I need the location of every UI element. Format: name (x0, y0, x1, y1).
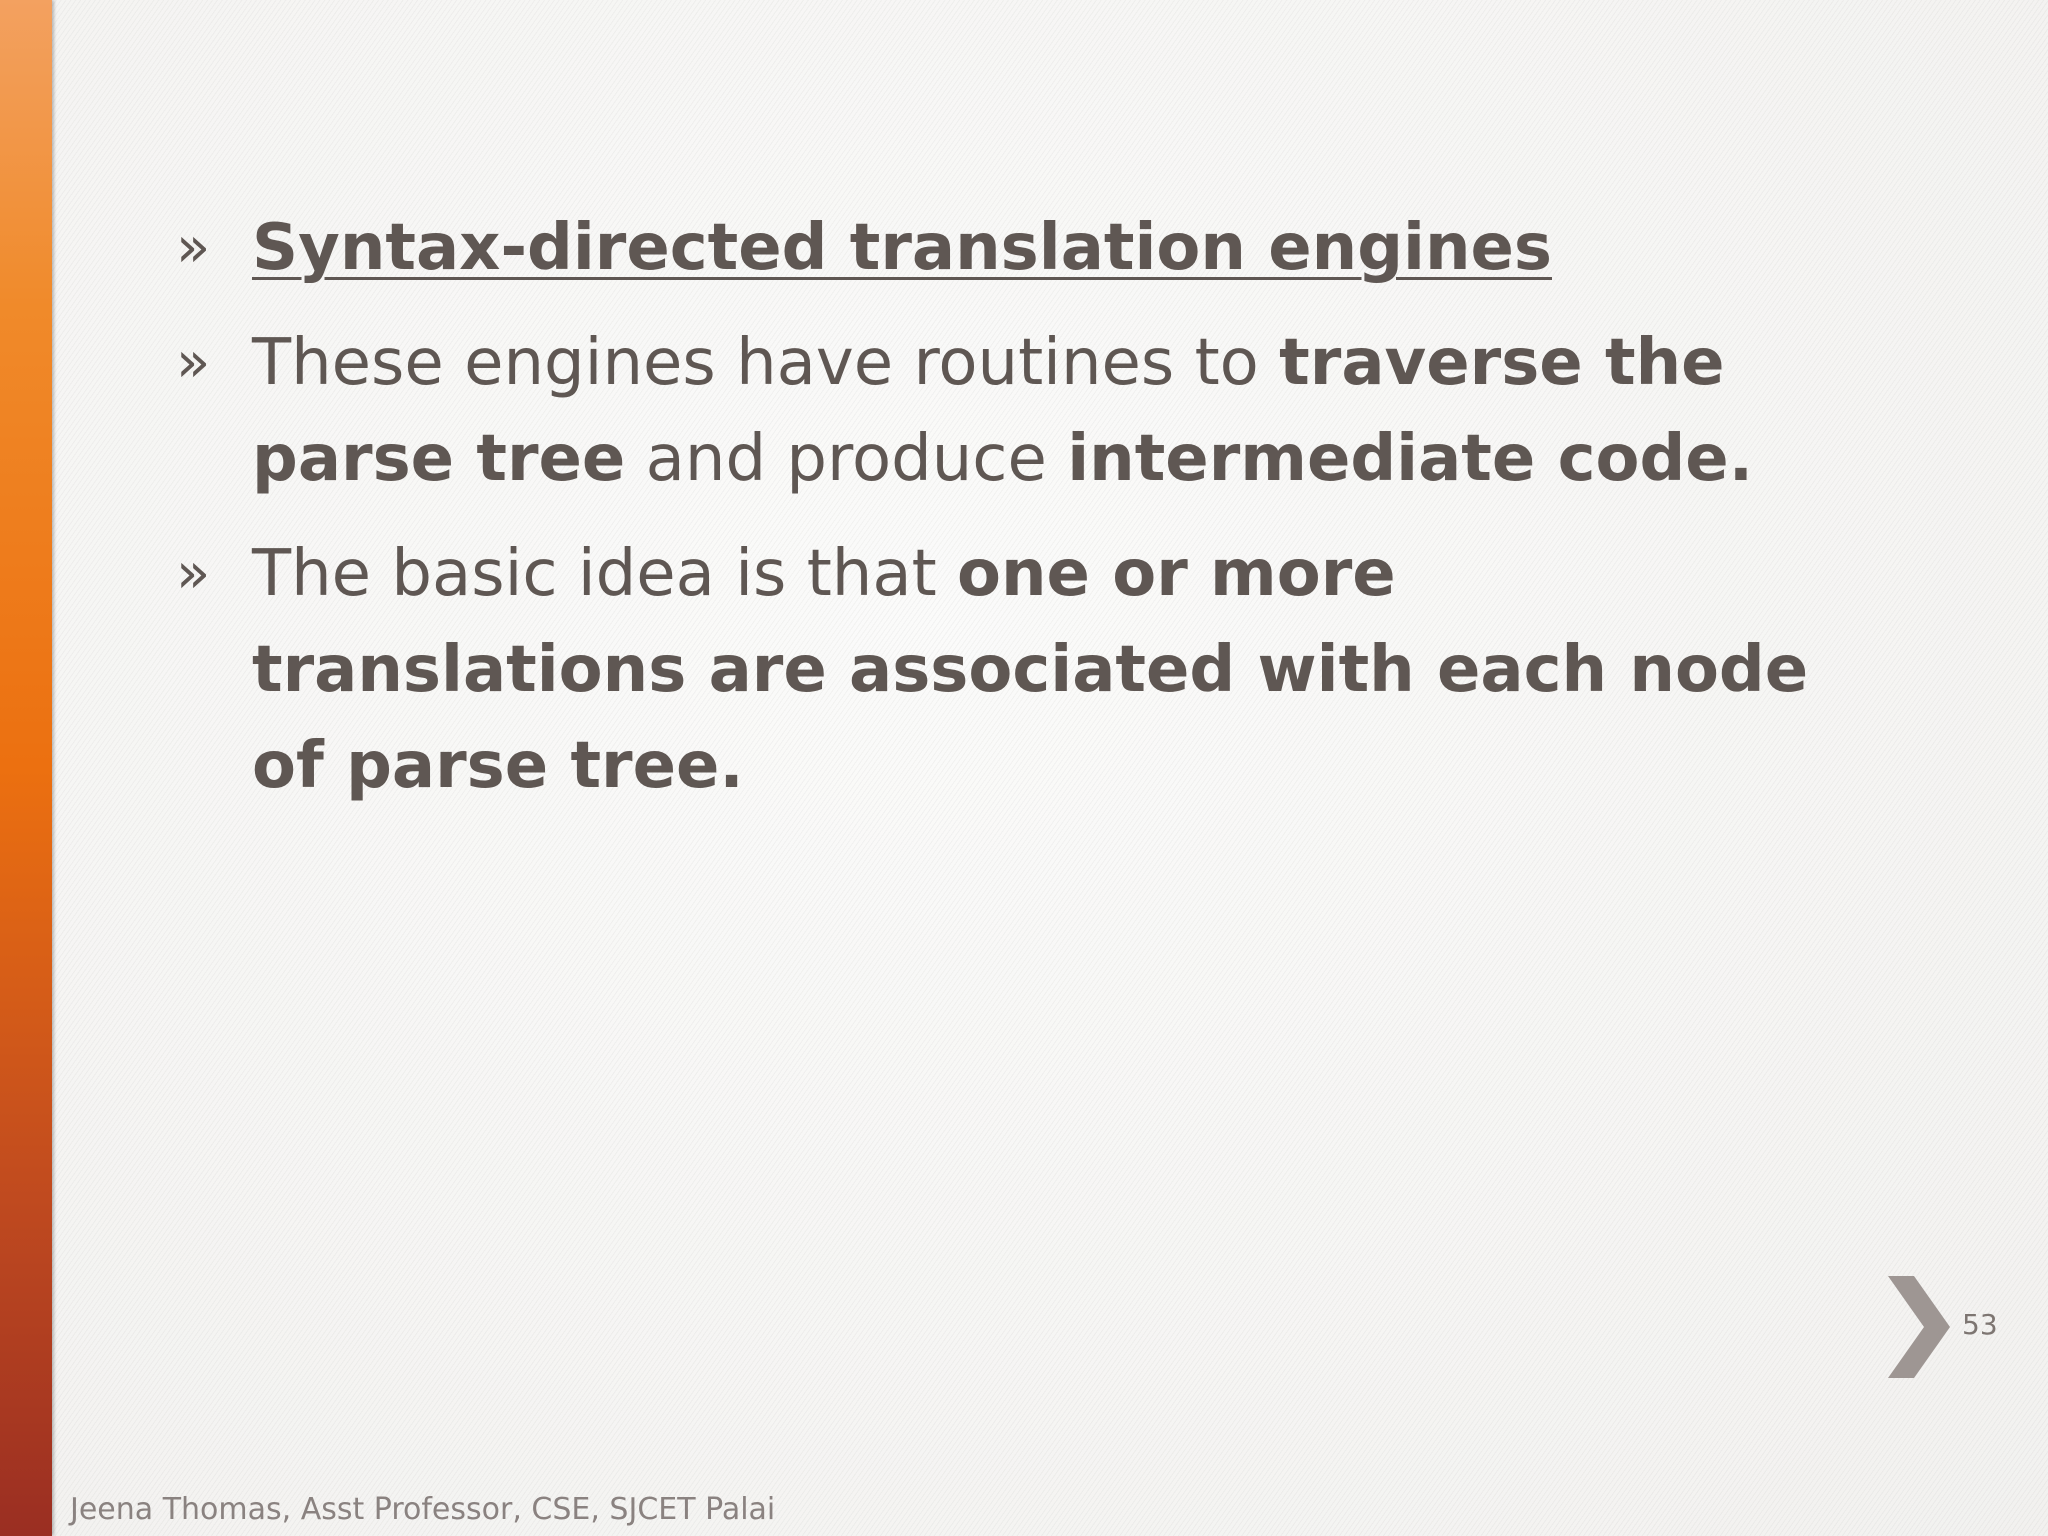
bullet-item (170, 200, 1820, 296)
bullet-list (170, 200, 1820, 833)
bullet-heading-text: Syntax-directed translation engines (252, 211, 1552, 285)
chevron-right-icon[interactable] (1888, 1276, 1950, 1378)
bullet-emphasis: traverse the parse tree (252, 326, 1725, 496)
page-number: 53 (1962, 1308, 1998, 1341)
bullet-emphasis: intermediate code. (1067, 422, 1753, 496)
footer-author: Jeena Thomas, Asst Professor, CSE, SJCET Palai (70, 1492, 776, 1527)
bullet-emphasis: one or more translations are associated with each node of parse tree. (252, 537, 1809, 803)
bullet-marker: » (176, 541, 211, 606)
bullet-text: These engines have routines to (252, 326, 1280, 400)
orange-side-bar (0, 0, 52, 1536)
bullet-item (170, 315, 1820, 507)
bullet-item (170, 526, 1820, 814)
bullet-text: and produce (625, 422, 1068, 496)
bullet-text: The basic idea is that (252, 537, 957, 611)
bullet-marker: » (176, 330, 211, 395)
bullet-marker: » (176, 215, 211, 280)
